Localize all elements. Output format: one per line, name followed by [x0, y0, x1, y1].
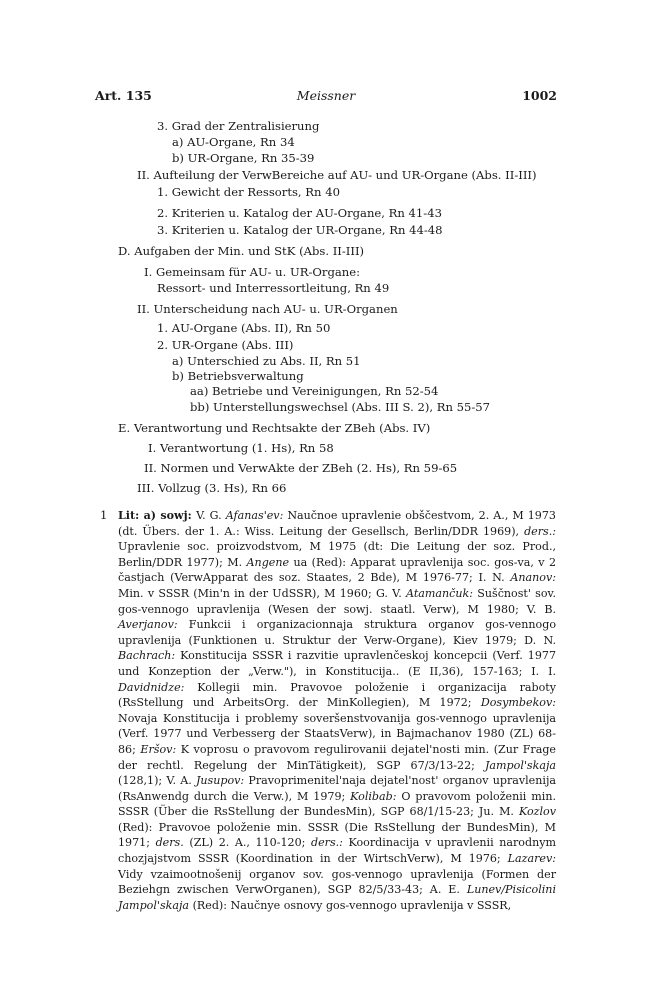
outline-entry: 1. Gewicht der Ressorts, Rn 40 [157, 185, 340, 199]
outline-entry: II. Aufteilung der VerwBereiche auf AU- und UR-Organe (Abs. II-III) [137, 168, 537, 182]
author-reference: Jampol'skaja [484, 758, 556, 772]
citation-text: Koordinacija v upravlenii narodnym chozjajstvom SSSR (Koordination in der WirtschVerw), M 1976; [118, 836, 557, 866]
citation-text: Funkcii i organizacionnaja struktura organov gos-vennogo upravlenija (Funktionen u. Struktur der Verw-Organe), Kiev 1979; D. N. [118, 618, 556, 647]
citation-text: (Red): Pravovoe položenie min. SSSR (Die RsStellung der BundesMin), M 1971; [118, 820, 556, 850]
author-reference: Angene [246, 555, 290, 569]
author-reference: Afanas'ev: [225, 509, 284, 522]
author-reference: ders. [155, 836, 184, 850]
citation-text: K voprosu o pravovom regulirovanii dejatel'nosti min. (Zur Frage der rechtl. Regelung der MinTätigkeit), SGP 67/3/13-22; [118, 742, 557, 772]
author-name: Meissner [296, 88, 356, 103]
outline-entry: E. Verantwortung und Rechtsakte der ZBeh (Abs. IV) [118, 421, 431, 435]
outline-entry: III. Vollzug (3. Hs), Rn 66 [137, 481, 287, 495]
author-reference: Dosymbekov: [480, 696, 556, 710]
author-reference: Ananov: [510, 571, 556, 585]
margin-number: 1 [100, 508, 108, 522]
citation-text: Upravlenie soc. proizvodstvom, M 1975 (dt: Die Leitung der soz. Prod., Berlin/DDR 1977); M. [118, 540, 556, 569]
outline-entry: Ressort- und Interressortleitung, Rn 49 [157, 281, 390, 295]
outline-entry: b) Betriebsverwaltung [172, 369, 304, 383]
outline-entry: 3. Grad der Zentralisierung [157, 119, 320, 133]
author-reference: Jusupov: [195, 774, 245, 788]
outline-entry: 2. UR-Organe (Abs. III) [157, 338, 294, 352]
outline-entry: 3. Kriterien u. Katalog der UR-Organe, Rn 44-48 [157, 223, 443, 237]
article-number: Art. 135 [95, 88, 152, 103]
outline-entry: D. Aufgaben der Min. und StK (Abs. II-III) [118, 244, 365, 258]
citation-text: O pravovom položenii min. SSSR (Über die RsStellung der BundesMin), SGP 68/1/15-23; Ju. M. [118, 789, 556, 819]
outline-entry: b) UR-Organe, Rn 35-39 [172, 151, 315, 165]
citation-text: Pravoprimenitel'naja dejatel'nost' organov upravlenija (RsAnwendg durch die Verw.), M 1979; [118, 774, 556, 803]
author-reference: Kozlov [518, 805, 556, 819]
outline-entry: 1. AU-Organe (Abs. II), Rn 50 [157, 321, 331, 335]
outline-entry: aa) Betriebe und Vereinigungen, Rn 52-54 [190, 384, 439, 398]
citation-text: Kollegii min. Pravovoe položenie i organizacija raboty (RsStellung und ArbeitsOrg. der MinKollegien), M 1972; [118, 680, 556, 710]
citation-text: Konstitucija SSSR i razvitie upravlenčeskoj koncepcii (Verf. 1977 und Konzeption der „Verw."), in Konstitucija.. (E II,36), 157-163; I. I. [118, 649, 556, 678]
outline-entry: II. Unterscheidung nach AU- u. UR-Organen [137, 302, 398, 316]
outline-entry: a) Unterschied zu Abs. II, Rn 51 [172, 354, 361, 368]
citation-text: Vidy vzaimootnošenij organov sov. gos-vennogo upravlenija (Formen der Beziehgn zwischen VerwOrganen), SGP 82/5/33-43; A. E. [118, 867, 556, 897]
author-reference: Davidnidze: [118, 680, 185, 694]
running-header [95, 88, 557, 108]
outline-entry: a) AU-Organe, Rn 34 [172, 135, 295, 149]
author-reference: Lazarev: [507, 852, 556, 866]
author-reference: Bachrach: [118, 649, 176, 663]
author-reference: Eršov: [140, 742, 177, 756]
outline-entry: I. Gemeinsam für AU- u. UR-Organe: [144, 265, 361, 279]
outline-entry: II. Normen und VerwAkte der ZBeh (2. Hs), Rn 59-65 [144, 461, 458, 475]
citation-text: V. G. [196, 509, 226, 522]
outline-entry: 2. Kriterien u. Katalog der AU-Organe, Rn 41-43 [157, 206, 442, 220]
citation-text: Naučnoe upravlenie obščestvom, 2. A., M 1973 (dt. Übers. der 1. A.: Wiss. Leitung der Gesellsch, Berlin/DDR 1969), [118, 509, 556, 538]
author-reference: Atamančuk: [406, 586, 474, 600]
author-reference: ders.: [524, 524, 556, 538]
citation-text: Novaja Konstitucija i problemy soveršenstvovanija gos-vennogo upravlenija (Verf. 1977 und Verbesserg der StaatsVerw), in Bajmachanov 1980 (ZL) 68-86; [118, 711, 556, 756]
citation-text: (128,1); V. A. [118, 774, 196, 788]
literature-paragraph [118, 508, 556, 913]
citation-text: (Red): Naučnye osnovy gos-vennogo upravlenija v SSSR, [189, 898, 512, 912]
page-number: 1002 [522, 88, 557, 103]
author-reference: Lunev/Pisicolini Jampol'skaja [118, 883, 556, 912]
citation-text: (ZL) 2. A., 110-120; [183, 836, 311, 850]
outline-entry: bb) Unterstellungswechsel (Abs. III S. 2), Rn 55-57 [190, 400, 491, 414]
author-reference: ders.: [310, 836, 343, 850]
outline-entry: I. Verantwortung (1. Hs), Rn 58 [148, 441, 334, 455]
author-reference: Averjanov: [118, 618, 178, 632]
literature-label: Lit: a) sowj: [118, 509, 197, 522]
citation-text: Suščnost' sov. gos-vennogo upravlenija (Wesen der sowj. staatl. Verw), M 1980; V. B. [118, 586, 557, 616]
citation-text: ua (Red): Apparat upravlenija soc. gos-va, v 2 častjach (VerwApparat des soz. Staates, 2 Bde), M 1976-77; I. N. [118, 555, 557, 585]
author-reference: Kolibab: [350, 789, 397, 803]
citation-text: Min. v SSSR (Min'n in der UdSSR), M 1960; G. V. [118, 586, 407, 600]
